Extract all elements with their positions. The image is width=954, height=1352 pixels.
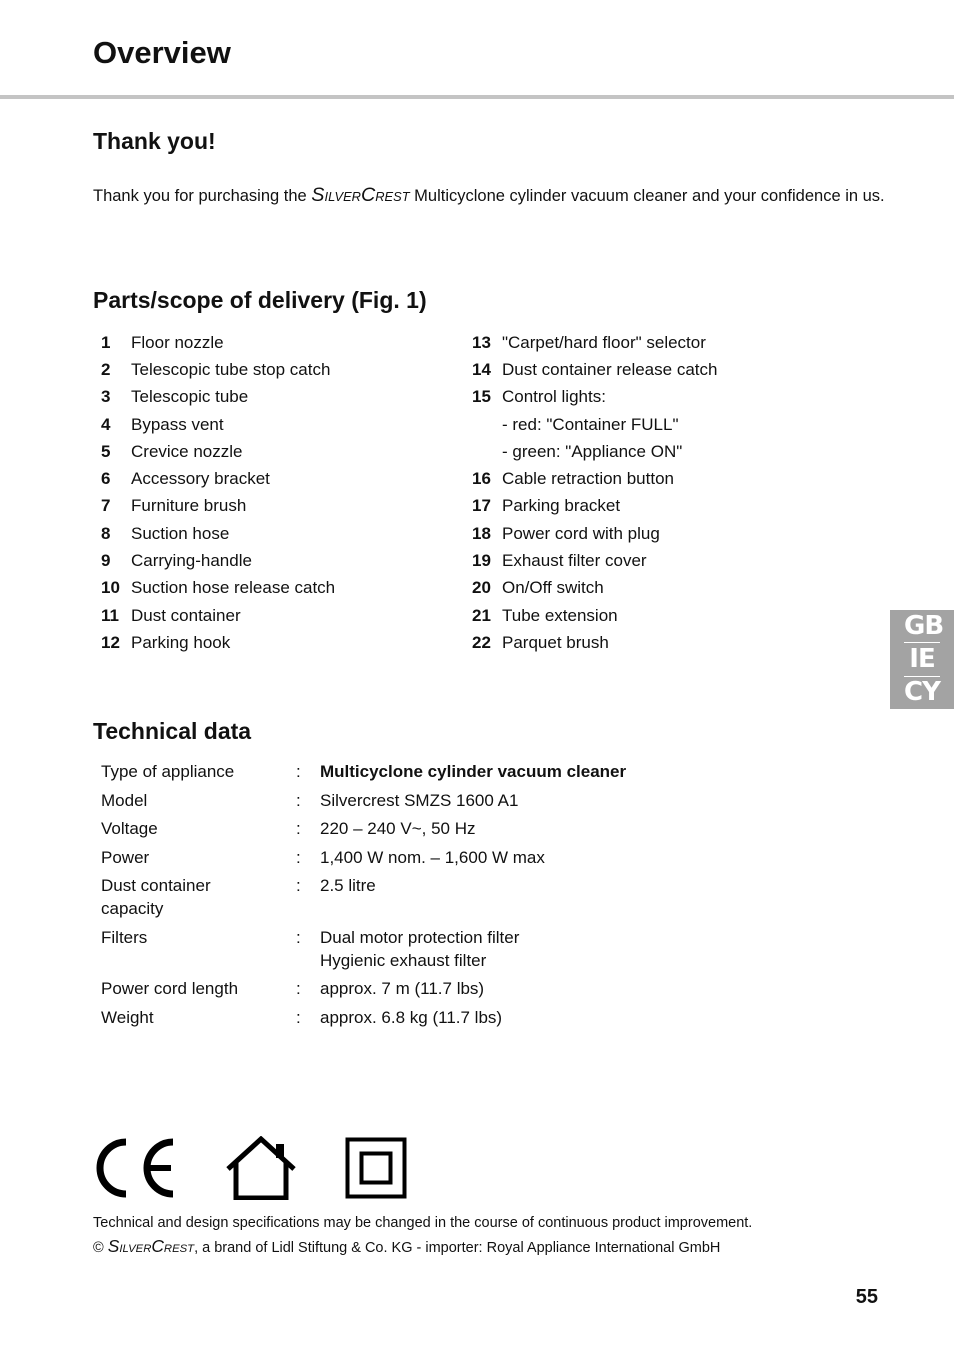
intro-text-start: Thank you for purchasing the — [93, 187, 312, 205]
brand-name: SILVERCREST — [311, 184, 410, 206]
part-item: 13 "Carpet/hard floor" selector — [472, 332, 706, 352]
tech-row: Dust container capacity : 2.5 litre — [101, 876, 376, 918]
part-item: 16 Cable retraction button — [472, 469, 674, 489]
part-item: 10 Suction hose release catch — [101, 578, 336, 598]
page-number: 55 — [855, 1286, 878, 1308]
language-code-gb: GB — [904, 611, 944, 641]
part-item: 22 Parquet brush — [472, 632, 609, 652]
part-item: 3 Telescopic tube — [101, 387, 249, 407]
part-item: 19 Exhaust filter cover — [472, 551, 647, 571]
parts-list-right — [472, 329, 832, 657]
tech-row: Type of appliance : Multicyclone cylinder vacuum cleaner — [101, 762, 627, 781]
part-item: 6 Accessory bracket — [101, 469, 270, 489]
footer-brand-note: , a brand of Lidl Stiftung & Co. KG - importer: Royal Appliance International GmbH — [194, 1240, 721, 1256]
part-item: 2 Telescopic tube stop catch — [101, 359, 331, 379]
tech-row: Model : Silvercrest SMZS 1600 A1 — [101, 790, 519, 810]
tech-row: Power cord length : approx. 7 m (11.7 lbs) — [101, 979, 485, 998]
part-item: 8 Suction hose — [101, 523, 230, 543]
part-item: 5 Crevice nozzle — [101, 441, 243, 461]
part-item: 4 Bypass vent — [101, 414, 224, 434]
part-item: 9 Carrying-handle — [101, 551, 252, 571]
footer-text — [93, 1212, 752, 1261]
copyright-symbol: © — [93, 1240, 108, 1256]
thank-you-heading: Thank you! — [93, 128, 216, 154]
page-header — [0, 0, 954, 99]
part-item: 18 Power cord with plug — [472, 523, 660, 543]
technical-data-table — [101, 760, 626, 1034]
double-insulation-icon — [345, 1136, 407, 1200]
intro-text-end: Multicyclone cylinder vacuum cleaner and your confidence in us. — [409, 187, 885, 205]
thank-you-text — [93, 184, 885, 208]
part-item: 15 Control lights: — [472, 387, 606, 407]
page-title: Overview — [93, 35, 231, 70]
part-item: 1 Floor nozzle — [101, 332, 224, 352]
parts-heading: Parts/scope of delivery (Fig. 1) — [93, 287, 427, 313]
part-item: 14 Dust container release catch — [472, 359, 718, 379]
parts-list-left — [101, 329, 461, 657]
tech-row: Weight : approx. 6.8 kg (11.7 lbs) — [101, 1007, 503, 1027]
part-item: 17 Parking bracket — [472, 496, 621, 516]
part-item: 21 Tube extension — [472, 605, 618, 625]
indoor-use-icon — [225, 1136, 297, 1200]
footer-disclaimer: Technical and design specifications may be changed in the course of continuous product improvement. — [93, 1215, 753, 1231]
ce-mark-icon — [93, 1136, 179, 1200]
technical-data-heading: Technical data — [93, 718, 252, 744]
tech-row: Voltage : 220 – 240 V~, 50 Hz — [101, 819, 476, 838]
tech-row: Power : 1,400 W nom. – 1,600 W max — [101, 847, 545, 867]
part-item: 20 On/Off switch — [472, 578, 604, 598]
part-item: 12 Parking hook — [101, 632, 231, 652]
tech-row: Filters : Dual motor protection filter Hygienic exhaust filter — [101, 927, 520, 970]
footer-brand-name: SILVERCREST — [107, 1236, 195, 1256]
part-item: 11 Dust container — [101, 605, 241, 625]
language-tab — [890, 610, 954, 709]
control-light-red: - red: "Container FULL" — [502, 414, 679, 434]
control-light-green: - green: "Appliance ON" — [502, 441, 683, 461]
language-code-cy: CY — [904, 677, 940, 707]
part-item: 7 Furniture brush — [101, 496, 247, 516]
language-code-ie: IE — [909, 644, 935, 674]
